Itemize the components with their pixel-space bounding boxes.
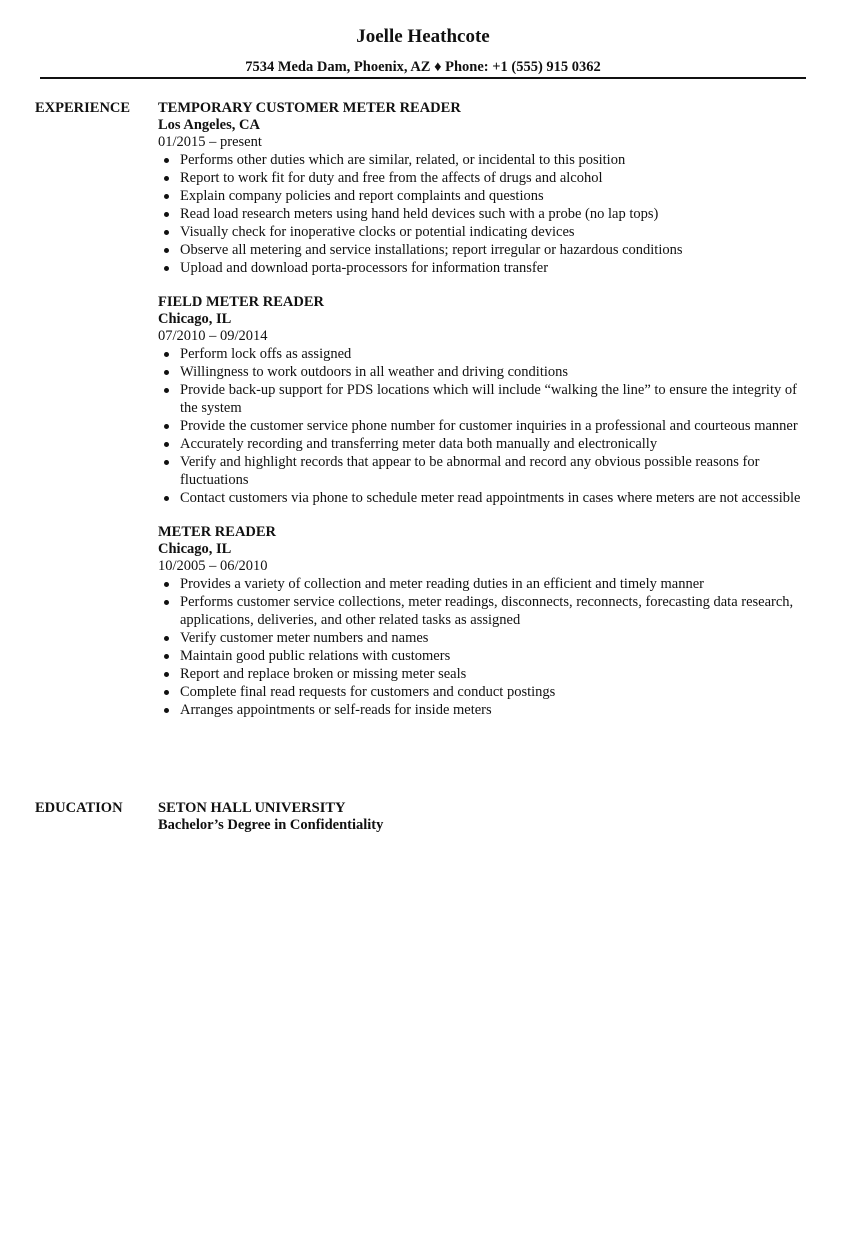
duty-text: Provide back-up support for PDS locations which will include “walking the line” to ensure the integrity of the system	[180, 382, 797, 416]
list-item	[158, 575, 818, 593]
list-item	[158, 223, 818, 241]
duty-text: Provides a variety of collection and meter reading duties in an efficient and timely manner	[180, 576, 704, 592]
bullet-icon	[164, 582, 169, 587]
job-entry	[158, 99, 818, 277]
contact-line: 7534 Meda Dam, Phoenix, AZ ♦ Phone: +1 (555) 915 0362	[245, 59, 601, 75]
experience-entries	[158, 99, 818, 735]
duty-text: Contact customers via phone to schedule meter read appointments in cases where meters are not accessible	[180, 490, 801, 506]
list-item	[158, 489, 818, 507]
duty-text: Performs customer service collections, meter readings, disconnects, reconnects, forecasting data research, applications, deliveries, and other related tasks as assigned	[180, 594, 794, 628]
bullet-icon	[164, 248, 169, 253]
duty-text: Upload and download porta-processors for information transfer	[180, 260, 549, 276]
list-item	[158, 259, 818, 277]
duty-text: Maintain good public relations with customers	[180, 648, 451, 664]
bullet-icon	[164, 442, 169, 447]
job-duties-list	[158, 151, 818, 277]
header-divider	[40, 77, 806, 79]
duty-text: Report and replace broken or missing meter seals	[180, 666, 467, 682]
duty-text: Verify and highlight records that appear to be abnormal and record any obvious possible reasons for fluctuations	[180, 454, 760, 488]
bullet-icon	[164, 600, 169, 605]
bullet-icon	[164, 654, 169, 659]
list-item	[158, 187, 818, 205]
bullet-icon	[164, 636, 169, 641]
list-item	[158, 683, 818, 701]
list-item	[158, 647, 818, 665]
duty-text: Performs other duties which are similar, related, or incidental to this position	[180, 152, 626, 168]
bullet-icon	[164, 388, 169, 393]
bullet-icon	[164, 672, 169, 677]
school-name: SETON HALL UNIVERSITY	[158, 800, 346, 816]
bullet-icon	[164, 424, 169, 429]
job-dates: 01/2015 – present	[158, 134, 262, 150]
bullet-icon	[164, 460, 169, 465]
bullet-icon	[164, 370, 169, 375]
resume-name: Joelle Heathcote	[356, 26, 490, 47]
bullet-icon	[164, 212, 169, 217]
bullet-icon	[164, 194, 169, 199]
list-item	[158, 629, 818, 647]
bullet-icon	[164, 266, 169, 271]
list-item	[158, 453, 818, 489]
list-item	[158, 363, 818, 381]
duty-text: Verify customer meter numbers and names	[180, 630, 429, 646]
section-heading-education: EDUCATION	[35, 800, 123, 816]
bullet-icon	[164, 708, 169, 713]
bullet-icon	[164, 158, 169, 163]
section-heading-experience: EXPERIENCE	[35, 100, 131, 116]
job-duties-list	[158, 575, 818, 719]
degree: Bachelor’s Degree in Confidentiality	[158, 817, 384, 833]
list-item	[158, 345, 818, 363]
job-title: FIELD METER READER	[158, 294, 324, 310]
job-location: Los Angeles, CA	[158, 117, 260, 133]
job-location: Chicago, IL	[158, 311, 232, 327]
job-location: Chicago, IL	[158, 541, 232, 557]
bullet-icon	[164, 352, 169, 357]
duty-text: Visually check for inoperative clocks or potential indicating devices	[180, 224, 575, 240]
list-item	[158, 417, 818, 435]
list-item	[158, 241, 818, 259]
list-item	[158, 701, 818, 719]
job-title: TEMPORARY CUSTOMER METER READER	[158, 100, 461, 116]
list-item	[158, 665, 818, 683]
duty-text: Willingness to work outdoors in all weather and driving conditions	[180, 364, 569, 380]
job-entry	[158, 293, 818, 507]
duty-text: Arranges appointments or self-reads for inside meters	[180, 702, 492, 718]
duty-text: Provide the customer service phone number for customer inquiries in a professional and courteous manner	[180, 418, 798, 434]
duty-text: Accurately recording and transferring meter data both manually and electronically	[180, 436, 658, 452]
job-dates: 10/2005 – 06/2010	[158, 558, 268, 574]
job-title: METER READER	[158, 524, 277, 540]
education-entry	[158, 799, 818, 834]
duty-text: Read load research meters using hand held devices such with a probe (no lap tops)	[180, 206, 659, 222]
job-duties-list	[158, 345, 818, 507]
bullet-icon	[164, 690, 169, 695]
list-item	[158, 151, 818, 169]
bullet-icon	[164, 496, 169, 501]
job-entry	[158, 523, 818, 719]
bullet-icon	[164, 230, 169, 235]
list-item	[158, 435, 818, 453]
list-item	[158, 381, 818, 417]
list-item	[158, 205, 818, 223]
list-item	[158, 169, 818, 187]
duty-text: Report to work fit for duty and free from the affects of drugs and alcohol	[180, 170, 603, 186]
list-item	[158, 593, 818, 629]
duty-text: Perform lock offs as assigned	[180, 346, 352, 362]
duty-text: Complete final read requests for customers and conduct postings	[180, 684, 556, 700]
bullet-icon	[164, 176, 169, 181]
job-dates: 07/2010 – 09/2014	[158, 328, 268, 344]
duty-text: Observe all metering and service installations; report irregular or hazardous conditions	[180, 242, 683, 258]
duty-text: Explain company policies and report complaints and questions	[180, 188, 544, 204]
